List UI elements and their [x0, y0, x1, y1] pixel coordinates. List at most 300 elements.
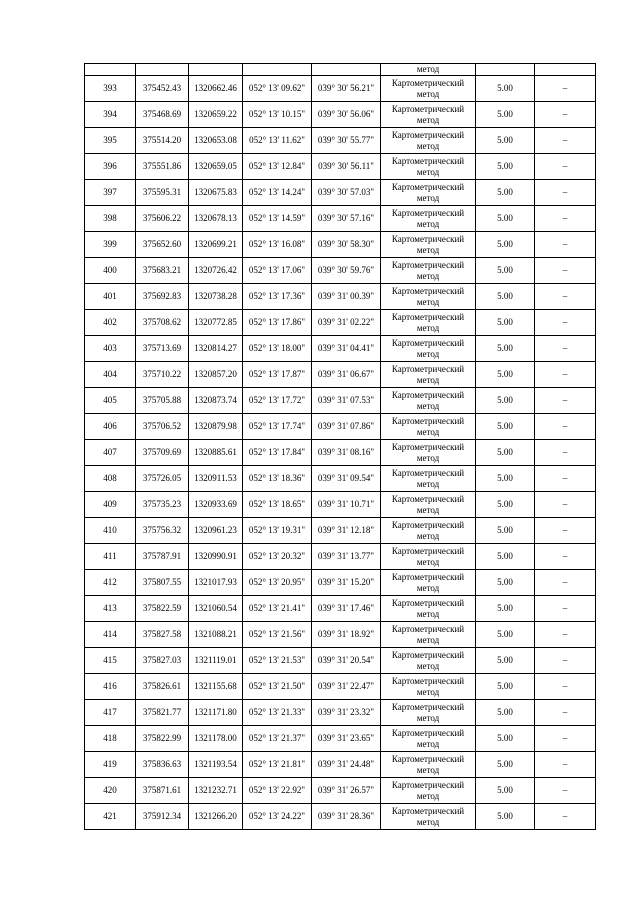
cell-lon: 039° 31' 23.32" — [312, 700, 381, 726]
cell-x: 375705.88 — [136, 388, 189, 414]
cell-lat: 052° 13' 17.84" — [243, 440, 312, 466]
cell-num: 414 — [85, 622, 136, 648]
cell-y: 1320675.83 — [189, 180, 243, 206]
table-row — [85, 232, 596, 258]
cell-method — [381, 596, 476, 622]
cell-note: – — [535, 336, 596, 362]
table-row — [85, 752, 596, 778]
cell-lat: 052° 13' 18.00" — [243, 336, 312, 362]
method-line1: Картометрический — [391, 727, 465, 738]
table-row — [85, 388, 596, 414]
table-row — [85, 102, 596, 128]
cell-x: 375821.77 — [136, 700, 189, 726]
cell-method — [381, 778, 476, 804]
cell-y: 1320933.69 — [189, 492, 243, 518]
method-line1: Картометрический — [391, 129, 465, 140]
cell-lat: 052° 13' 20.32" — [243, 544, 312, 570]
cell-note: – — [535, 596, 596, 622]
cell-note: – — [535, 102, 596, 128]
cell-lat: 052° 13' 17.74" — [243, 414, 312, 440]
cell-lat: 052° 13' 21.50" — [243, 674, 312, 700]
cell-y: 1320659.22 — [189, 102, 243, 128]
cell-lon: 039° 30' 56.06" — [312, 102, 381, 128]
cell-accuracy: 5.00 — [476, 674, 535, 700]
cell-note: – — [535, 284, 596, 310]
method-line1: Картометрический — [391, 493, 465, 504]
cell-accuracy: 5.00 — [476, 388, 535, 414]
cell-y: 1321266.20 — [189, 804, 243, 830]
table-row — [85, 180, 596, 206]
cell-num: 402 — [85, 310, 136, 336]
cell-accuracy: 5.00 — [476, 154, 535, 180]
cell-lon: 039° 30' 55.77" — [312, 128, 381, 154]
cell-note: – — [535, 154, 596, 180]
cell-y — [189, 64, 243, 76]
cell-x — [136, 64, 189, 76]
cell-num: 405 — [85, 388, 136, 414]
cell-lat: 052° 13' 11.62" — [243, 128, 312, 154]
cell-lat: 052° 13' 21.53" — [243, 648, 312, 674]
cell-y: 1321060.54 — [189, 596, 243, 622]
table-body — [85, 64, 596, 830]
cell-lon: 039° 31' 23.65" — [312, 726, 381, 752]
cell-note: – — [535, 726, 596, 752]
method-line2: метод — [416, 478, 440, 489]
method-line1: Картометрический — [391, 337, 465, 348]
cell-method — [381, 570, 476, 596]
cell-lat: 052° 13' 21.37" — [243, 726, 312, 752]
cell-lat: 052° 13' 22.92" — [243, 778, 312, 804]
method-line1: Картометрический — [391, 389, 465, 400]
cell-num: 412 — [85, 570, 136, 596]
cell-lat: 052° 13' 18.36" — [243, 466, 312, 492]
cell-lat: 052° 13' 24.22" — [243, 804, 312, 830]
cell-num: 411 — [85, 544, 136, 570]
cell-y: 1320659.05 — [189, 154, 243, 180]
cell-method: метод — [381, 64, 476, 76]
cell-num: 419 — [85, 752, 136, 778]
cell-x: 375912.34 — [136, 804, 189, 830]
cell-lat: 052° 13' 14.24" — [243, 180, 312, 206]
cell-lon: 039° 30' 57.16" — [312, 206, 381, 232]
cell-note: – — [535, 752, 596, 778]
method-line1: Картометрический — [391, 805, 465, 816]
method-line2: метод — [416, 530, 440, 541]
method-line2: метод — [416, 738, 440, 749]
cell-method — [381, 726, 476, 752]
cell-note: – — [535, 414, 596, 440]
cell-lat: 052° 13' 12.84" — [243, 154, 312, 180]
cell-note: – — [535, 544, 596, 570]
cell-y: 1320726.42 — [189, 258, 243, 284]
method-line2: метод — [416, 166, 440, 177]
cell-num: 397 — [85, 180, 136, 206]
method-line1: Картометрический — [391, 779, 465, 790]
cell-method — [381, 232, 476, 258]
cell-method — [381, 102, 476, 128]
table-row — [85, 804, 596, 830]
method-line1: Картометрический — [391, 675, 465, 686]
cell-accuracy: 5.00 — [476, 414, 535, 440]
method-line1: Картометрический — [391, 415, 465, 426]
table-row — [85, 414, 596, 440]
cell-note: – — [535, 362, 596, 388]
method-line1: Картометрический — [391, 545, 465, 556]
cell-x: 375807.55 — [136, 570, 189, 596]
cell-num: 413 — [85, 596, 136, 622]
cell-lon: 039° 31' 02.22" — [312, 310, 381, 336]
method-line2: метод — [416, 452, 440, 463]
cell-note: – — [535, 700, 596, 726]
method-line2: метод — [416, 296, 440, 307]
cell-lon: 039° 31' 08.16" — [312, 440, 381, 466]
cell-x: 375826.61 — [136, 674, 189, 700]
cell-note: – — [535, 648, 596, 674]
cell-note: – — [535, 180, 596, 206]
cell-x: 375452.43 — [136, 76, 189, 102]
cell-y: 1320911.53 — [189, 466, 243, 492]
cell-lon: 039° 31' 28.36" — [312, 804, 381, 830]
cell-accuracy: 5.00 — [476, 362, 535, 388]
method-line1: Картометрический — [391, 207, 465, 218]
table-row — [85, 310, 596, 336]
cell-method — [381, 180, 476, 206]
cell-accuracy: 5.00 — [476, 622, 535, 648]
cell-method — [381, 648, 476, 674]
cell-y: 1321171.80 — [189, 700, 243, 726]
cell-method — [381, 518, 476, 544]
cell-note: – — [535, 674, 596, 700]
cell-note: – — [535, 778, 596, 804]
cell-accuracy: 5.00 — [476, 570, 535, 596]
cell-y: 1321155.68 — [189, 674, 243, 700]
cell-lat: 052° 13' 10.15" — [243, 102, 312, 128]
method-line1: Картометрический — [391, 519, 465, 530]
cell-num: 408 — [85, 466, 136, 492]
method-line1: Картометрический — [391, 753, 465, 764]
cell-method — [381, 154, 476, 180]
cell-x: 375692.83 — [136, 284, 189, 310]
cell-lat: 052° 13' 16.08" — [243, 232, 312, 258]
cell-num: 399 — [85, 232, 136, 258]
cell-x: 375683.21 — [136, 258, 189, 284]
table-row — [85, 336, 596, 362]
cell-lon: 039° 31' 04.41" — [312, 336, 381, 362]
cell-accuracy: 5.00 — [476, 336, 535, 362]
cell-y: 1321017.93 — [189, 570, 243, 596]
cell-accuracy: 5.00 — [476, 648, 535, 674]
cell-y: 1320873.74 — [189, 388, 243, 414]
cell-lon: 039° 31' 07.86" — [312, 414, 381, 440]
cell-x: 375871.61 — [136, 778, 189, 804]
cell-accuracy: 5.00 — [476, 492, 535, 518]
table-row — [85, 622, 596, 648]
method-line2: метод — [416, 686, 440, 697]
cell-method — [381, 388, 476, 414]
method-line2: метод — [416, 764, 440, 775]
cell-lon: 039° 30' 56.11" — [312, 154, 381, 180]
cell-lon: 039° 31' 12.18" — [312, 518, 381, 544]
cell-note: – — [535, 128, 596, 154]
cell-accuracy: 5.00 — [476, 804, 535, 830]
cell-accuracy: 5.00 — [476, 206, 535, 232]
cell-method — [381, 700, 476, 726]
cell-lon — [312, 64, 381, 76]
method-line2: метод — [416, 504, 440, 515]
cell-y: 1320678.13 — [189, 206, 243, 232]
cell-num — [85, 64, 136, 76]
cell-method — [381, 284, 476, 310]
cell-accuracy: 5.00 — [476, 258, 535, 284]
cell-lon: 039° 31' 07.53" — [312, 388, 381, 414]
cell-x: 375827.03 — [136, 648, 189, 674]
cell-note: – — [535, 258, 596, 284]
method-line2: метод — [416, 114, 440, 125]
cell-method — [381, 492, 476, 518]
cell-num: 400 — [85, 258, 136, 284]
method-line1: Картометрический — [391, 285, 465, 296]
method-line2: метод — [416, 582, 440, 593]
cell-method — [381, 674, 476, 700]
table-row — [85, 596, 596, 622]
cell-lon: 039° 31' 22.47" — [312, 674, 381, 700]
cell-num: 410 — [85, 518, 136, 544]
method-line1: Картометрический — [391, 103, 465, 114]
cell-accuracy: 5.00 — [476, 466, 535, 492]
cell-num: 421 — [85, 804, 136, 830]
cell-lat: 052° 13' 17.36" — [243, 284, 312, 310]
cell-lon: 039° 30' 56.21" — [312, 76, 381, 102]
cell-method — [381, 362, 476, 388]
cell-lon: 039° 30' 59.76" — [312, 258, 381, 284]
method-line1: Картометрический — [391, 649, 465, 660]
cell-num: 415 — [85, 648, 136, 674]
cell-method — [381, 752, 476, 778]
cell-lat: 052° 13' 20.95" — [243, 570, 312, 596]
cell-x: 375787.91 — [136, 544, 189, 570]
cell-lon: 039° 31' 00.39" — [312, 284, 381, 310]
table-row — [85, 284, 596, 310]
cell-num: 418 — [85, 726, 136, 752]
table-row — [85, 700, 596, 726]
cell-y: 1321119.01 — [189, 648, 243, 674]
cell-y: 1321232.71 — [189, 778, 243, 804]
table-row — [85, 648, 596, 674]
cell-x: 375710.22 — [136, 362, 189, 388]
method-line2: метод — [416, 244, 440, 255]
method-line2: метод — [416, 322, 440, 333]
cell-method — [381, 622, 476, 648]
method-line2: метод — [416, 660, 440, 671]
cell-method — [381, 258, 476, 284]
method-line1: Картометрический — [391, 467, 465, 478]
cell-accuracy: 5.00 — [476, 752, 535, 778]
cell-method — [381, 544, 476, 570]
method-line2: метод — [416, 270, 440, 281]
cell-note: – — [535, 492, 596, 518]
cell-lat: 052° 13' 17.72" — [243, 388, 312, 414]
cell-lon: 039° 31' 13.77" — [312, 544, 381, 570]
method-line2: метод — [416, 218, 440, 229]
method-line2: метод — [416, 634, 440, 645]
cell-num: 395 — [85, 128, 136, 154]
cell-x: 375726.05 — [136, 466, 189, 492]
method-line1: Картометрический — [391, 311, 465, 322]
cell-lat: 052° 13' 21.33" — [243, 700, 312, 726]
method-line2: метод — [416, 790, 440, 801]
table-row — [85, 726, 596, 752]
continuation-row — [85, 64, 596, 76]
cell-y: 1320662.46 — [189, 76, 243, 102]
cell-y: 1320857.20 — [189, 362, 243, 388]
cell-y: 1320814.27 — [189, 336, 243, 362]
method-line1: Картометрический — [391, 233, 465, 244]
cell-accuracy: 5.00 — [476, 284, 535, 310]
cell-x: 375706.52 — [136, 414, 189, 440]
cell-note: – — [535, 466, 596, 492]
table-row — [85, 778, 596, 804]
cell-method — [381, 804, 476, 830]
cell-accuracy: 5.00 — [476, 128, 535, 154]
cell-y: 1320653.08 — [189, 128, 243, 154]
method-line2: метод — [416, 374, 440, 385]
cell-lat: 052° 13' 18.65" — [243, 492, 312, 518]
cell-method — [381, 76, 476, 102]
cell-x: 375595.31 — [136, 180, 189, 206]
cell-x: 375551.86 — [136, 154, 189, 180]
table-row — [85, 128, 596, 154]
cell-lon: 039° 31' 24.48" — [312, 752, 381, 778]
method-line1: Картометрический — [391, 597, 465, 608]
cell-lon: 039° 31' 09.54" — [312, 466, 381, 492]
method-line1: Картометрический — [391, 259, 465, 270]
cell-y: 1321178.00 — [189, 726, 243, 752]
cell-num: 420 — [85, 778, 136, 804]
cell-lat: 052° 13' 21.41" — [243, 596, 312, 622]
cell-note: – — [535, 440, 596, 466]
method-line1: Картометрический — [391, 155, 465, 166]
cell-x: 375735.23 — [136, 492, 189, 518]
cell-accuracy: 5.00 — [476, 180, 535, 206]
cell-lat: 052° 13' 14.59" — [243, 206, 312, 232]
method-line2: метод — [416, 556, 440, 567]
table-row — [85, 674, 596, 700]
cell-y: 1320738.28 — [189, 284, 243, 310]
cell-x: 375652.60 — [136, 232, 189, 258]
cell-lon: 039° 30' 58.30" — [312, 232, 381, 258]
cell-x: 375709.69 — [136, 440, 189, 466]
method-line1: Картометрический — [391, 181, 465, 192]
table-row — [85, 154, 596, 180]
cell-x: 375713.69 — [136, 336, 189, 362]
cell-lat — [243, 64, 312, 76]
cell-x: 375827.58 — [136, 622, 189, 648]
table-row — [85, 258, 596, 284]
method-line2: метод — [416, 140, 440, 151]
method-line2: метод — [416, 400, 440, 411]
cell-note: – — [535, 388, 596, 414]
cell-method — [381, 336, 476, 362]
cell-method — [381, 414, 476, 440]
cell-lat: 052° 13' 21.81" — [243, 752, 312, 778]
cell-accuracy: 5.00 — [476, 76, 535, 102]
cell-accuracy: 5.00 — [476, 544, 535, 570]
method-line1: Картометрический — [391, 441, 465, 452]
cell-num: 394 — [85, 102, 136, 128]
cell-lat: 052° 13' 19.31" — [243, 518, 312, 544]
cell-x: 375514.20 — [136, 128, 189, 154]
cell-lat: 052° 13' 17.86" — [243, 310, 312, 336]
cell-accuracy: 5.00 — [476, 518, 535, 544]
cell-num: 401 — [85, 284, 136, 310]
cell-lon: 039° 31' 06.67" — [312, 362, 381, 388]
table-row — [85, 206, 596, 232]
cell-method — [381, 466, 476, 492]
cell-y: 1320772.85 — [189, 310, 243, 336]
cell-accuracy: 5.00 — [476, 726, 535, 752]
table-row — [85, 362, 596, 388]
coordinates-table — [84, 63, 596, 830]
table-row — [85, 518, 596, 544]
cell-lon: 039° 31' 26.57" — [312, 778, 381, 804]
cell-num: 404 — [85, 362, 136, 388]
cell-note: – — [535, 804, 596, 830]
cell-accuracy: 5.00 — [476, 440, 535, 466]
method-line2: метод — [416, 88, 440, 99]
cell-y: 1320699.21 — [189, 232, 243, 258]
table-row — [85, 466, 596, 492]
cell-method — [381, 310, 476, 336]
cell-num: 407 — [85, 440, 136, 466]
cell-lon: 039° 31' 10.71" — [312, 492, 381, 518]
cell-lon: 039° 30' 57.03" — [312, 180, 381, 206]
method-line2: метод — [416, 192, 440, 203]
cell-accuracy — [476, 64, 535, 76]
cell-num: 417 — [85, 700, 136, 726]
cell-num: 398 — [85, 206, 136, 232]
cell-accuracy: 5.00 — [476, 232, 535, 258]
cell-x: 375708.62 — [136, 310, 189, 336]
method-line1: Картометрический — [391, 571, 465, 582]
cell-lat: 052° 13' 21.56" — [243, 622, 312, 648]
cell-accuracy: 5.00 — [476, 700, 535, 726]
cell-x: 375756.32 — [136, 518, 189, 544]
cell-num: 396 — [85, 154, 136, 180]
method-line1: Картометрический — [391, 623, 465, 634]
cell-lon: 039° 31' 20.54" — [312, 648, 381, 674]
cell-accuracy: 5.00 — [476, 310, 535, 336]
cell-note: – — [535, 232, 596, 258]
cell-lon: 039° 31' 18.92" — [312, 622, 381, 648]
method-line1: Картометрический — [391, 363, 465, 374]
method-line2: метод — [416, 426, 440, 437]
method-line2: метод — [416, 608, 440, 619]
cell-y: 1321193.54 — [189, 752, 243, 778]
table-row — [85, 492, 596, 518]
cell-x: 375822.99 — [136, 726, 189, 752]
cell-lon: 039° 31' 17.46" — [312, 596, 381, 622]
cell-method — [381, 206, 476, 232]
cell-y: 1320879.98 — [189, 414, 243, 440]
cell-lon: 039° 31' 15.20" — [312, 570, 381, 596]
cell-lat: 052° 13' 17.87" — [243, 362, 312, 388]
cell-x: 375822.59 — [136, 596, 189, 622]
cell-y: 1320961.23 — [189, 518, 243, 544]
cell-y: 1320990.91 — [189, 544, 243, 570]
table-row — [85, 570, 596, 596]
cell-num: 416 — [85, 674, 136, 700]
cell-note — [535, 64, 596, 76]
